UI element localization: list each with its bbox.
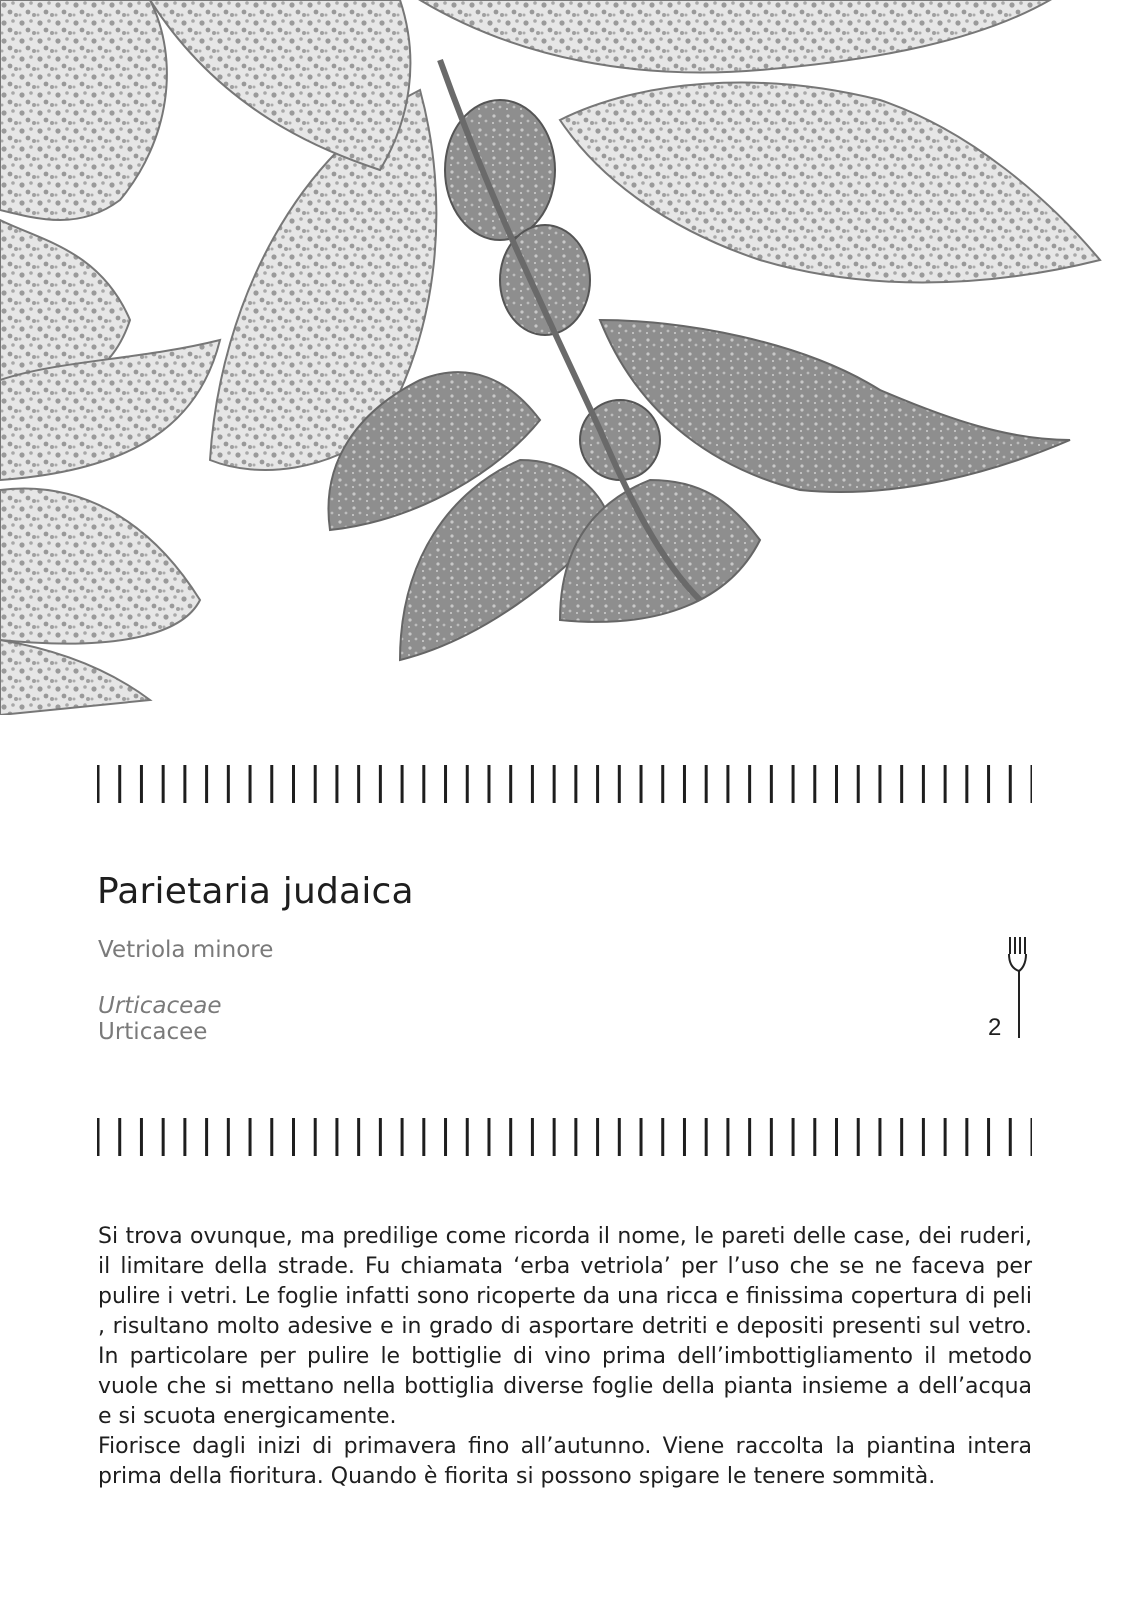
leaf [0,640,150,715]
leaf [560,83,1100,283]
leaf [600,320,1070,492]
tick-divider-top [97,765,1032,803]
common-name: Vetriola minore [98,937,274,963]
description [98,1222,1032,1492]
plant-illustration [0,0,1128,715]
description-paragraph: Si trova ovunque, ma predilige come ricorda il nome, le pareti delle case, dei ruderi, il limitare della strade. Fu chiamata ‘erba vetriola’ per l’uso che se ne faceva per pulire i vetri. Le foglie infatti sono ricoperte da una ricca e finissima copertura di peli , risultano molto adesive e in grado di asportare detriti e depositi presenti sul vetro. In particolare per pulire le bottiglie di vino prima dell’imbottigliamento il metodo vuole che si mettano nella bottiglia diverse foglie della pianta insieme a dell’acqua e si scuota energicamente. [98,1224,1032,1429]
leaf [420,0,1050,72]
leaf [0,488,200,643]
family-latin: Urticaceae [98,993,222,1019]
fork-icon [1008,936,1038,1040]
tick-divider-bottom [97,1118,1032,1156]
family-italian: Urticacee [98,1019,208,1045]
leaf [0,0,167,220]
description-paragraph: Fiorisce dagli inizi di primavera fino all’autunno. Viene raccolta la piantina intera prima della fioritura. Quando è fiorita si possono spigare le tenere sommità. [98,1434,1032,1489]
scientific-name: Parietaria judaica [97,871,414,912]
leaf [150,0,410,170]
edibility-number: 2 [988,1014,1002,1041]
